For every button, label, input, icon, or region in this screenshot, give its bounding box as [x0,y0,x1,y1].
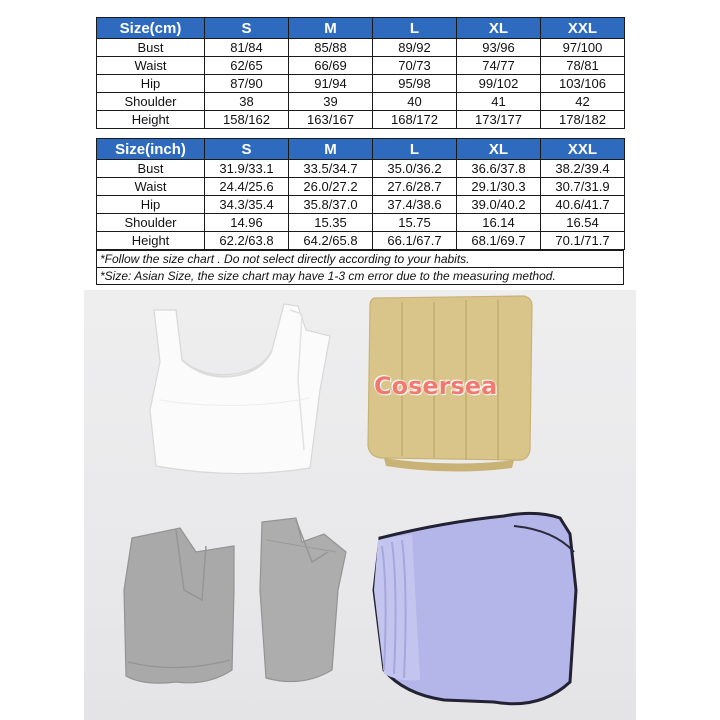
header-size-unit: Size(inch) [97,139,205,160]
brand-watermark: Cosersea [374,372,498,400]
measurement-label: Height [97,232,205,250]
measurement-value: 74/77 [457,57,541,75]
measurement-value: 33.5/34.7 [289,160,373,178]
table-row [97,178,625,196]
measurement-label: Waist [97,178,205,196]
measurement-value: 30.7/31.9 [541,178,625,196]
white-tank-top-icon [150,304,330,474]
measurement-value: 66.1/67.7 [373,232,457,250]
measurement-label: Bust [97,39,205,57]
measurement-value: 78/81 [541,57,625,75]
measurement-value: 85/88 [289,39,373,57]
header-size-xl: XL [457,139,541,160]
measurement-value: 97/100 [541,39,625,57]
measurement-value: 36.6/37.8 [457,160,541,178]
measurement-value: 81/84 [205,39,289,57]
table-row [97,93,625,111]
measurement-value: 173/177 [457,111,541,129]
header-size-s: S [205,139,289,160]
header-size-l: L [373,18,457,39]
table-row [97,75,625,93]
measurement-value: 26.0/27.2 [289,178,373,196]
measurement-value: 16.54 [541,214,625,232]
table-header-row [97,139,625,160]
table-row [97,111,625,129]
size-note-follow-chart: *Follow the size chart . Do not select directly according to your habits. [96,250,624,268]
measurement-value: 39.0/40.2 [457,196,541,214]
measurement-value: 66/69 [289,57,373,75]
measurement-value: 31.9/33.1 [205,160,289,178]
header-size-xl: XL [457,18,541,39]
measurement-value: 95/98 [373,75,457,93]
table-row [97,57,625,75]
measurement-value: 15.35 [289,214,373,232]
measurement-label: Shoulder [97,93,205,111]
measurement-label: Hip [97,75,205,93]
lavender-shorts-icon [374,513,576,703]
measurement-value: 41 [457,93,541,111]
measurement-value: 68.1/69.7 [457,232,541,250]
measurement-value: 70/73 [373,57,457,75]
measurement-value: 99/102 [457,75,541,93]
table-header-row [97,18,625,39]
table-row [97,196,625,214]
measurement-value: 14.96 [205,214,289,232]
header-size-xxl: XXL [541,18,625,39]
measurement-value: 168/172 [373,111,457,129]
measurement-value: 70.1/71.7 [541,232,625,250]
size-note-asian-size: *Size: Asian Size, the size chart may have 1-3 cm error due to the measuring method. [96,267,624,285]
measurement-value: 158/162 [205,111,289,129]
measurement-value: 38.2/39.4 [541,160,625,178]
measurement-label: Height [97,111,205,129]
header-size-xxl: XXL [541,139,625,160]
size-table-inch [96,138,625,250]
header-size-m: M [289,139,373,160]
measurement-value: 93/96 [457,39,541,57]
measurement-value: 64.2/65.8 [289,232,373,250]
measurement-value: 35.8/37.0 [289,196,373,214]
measurement-value: 38 [205,93,289,111]
measurement-value: 29.1/30.3 [457,178,541,196]
costume-pieces-illustration [84,290,636,720]
header-size-s: S [205,18,289,39]
header-size-l: L [373,139,457,160]
measurement-value: 178/182 [541,111,625,129]
measurement-value: 163/167 [289,111,373,129]
measurement-value: 24.4/25.6 [205,178,289,196]
product-photo [84,290,636,720]
table-row [97,214,625,232]
measurement-value: 16.14 [457,214,541,232]
measurement-value: 103/106 [541,75,625,93]
measurement-label: Waist [97,57,205,75]
header-size-m: M [289,18,373,39]
measurement-value: 40.6/41.7 [541,196,625,214]
measurement-value: 27.6/28.7 [373,178,457,196]
table-row [97,232,625,250]
header-size-unit: Size(cm) [97,18,205,39]
measurement-value: 15.75 [373,214,457,232]
measurement-value: 34.3/35.4 [205,196,289,214]
measurement-value: 42 [541,93,625,111]
measurement-value: 91/94 [289,75,373,93]
measurement-label: Hip [97,196,205,214]
measurement-value: 40 [373,93,457,111]
measurement-value: 89/92 [373,39,457,57]
measurement-value: 39 [289,93,373,111]
measurement-label: Bust [97,160,205,178]
measurement-value: 35.0/36.2 [373,160,457,178]
measurement-value: 62/65 [205,57,289,75]
table-row [97,39,625,57]
table-row [97,160,625,178]
measurement-label: Shoulder [97,214,205,232]
measurement-value: 87/90 [205,75,289,93]
gray-arm-sleeves-icon [124,518,346,683]
size-table-cm [96,17,625,129]
measurement-value: 62.2/63.8 [205,232,289,250]
measurement-value: 37.4/38.6 [373,196,457,214]
